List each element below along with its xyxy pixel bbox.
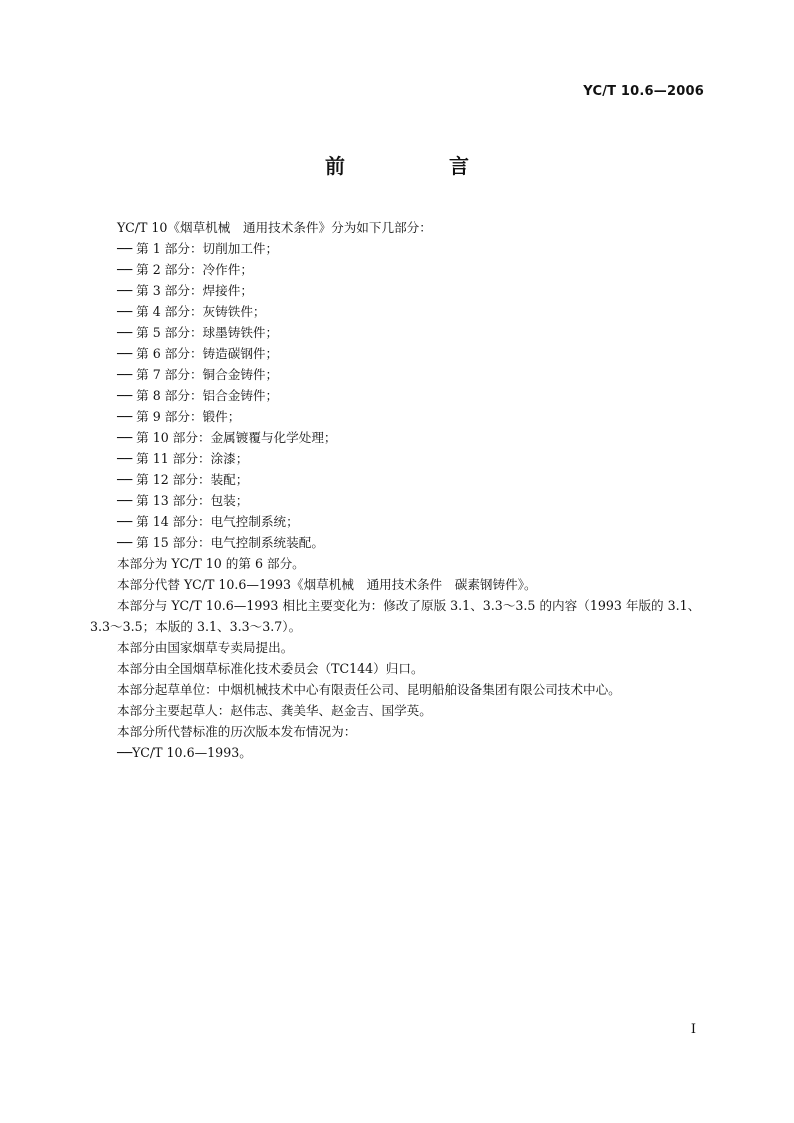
committee-line: 本部分由全国烟草标准化技术委员会（TC144）归口。 — [117, 661, 424, 676]
page-title: 前 言 — [325, 154, 511, 178]
change-paragraph: 本部分与 YC/T 10.6—1993 相比主要变化为：修改了原版 3.1、3.3～3.5 的内容（1993 年版的 3.1、3.3～3.5；本版的 3.1、3.3～3.7）。 — [90, 598, 701, 634]
page-number: I — [690, 1022, 696, 1037]
part-list-item-1: ── 第 1 部分：切削加工件； — [117, 241, 279, 256]
part-list-item-11: ── 第 11 部分：涂漆； — [117, 451, 249, 466]
intro-line: YC/T 10《烟草机械 通用技术条件》分为如下几部分： — [117, 220, 432, 235]
part-list-item-12: ── 第 12 部分：装配； — [117, 472, 249, 487]
part-list-item-10: ── 第 10 部分：金属镀覆与化学处理； — [117, 430, 337, 445]
replacement-statement: 本部分代替 YC/T 10.6—1993《烟草机械 通用技术条件 碳素钢铸件》。 — [117, 577, 537, 592]
part-list-item-6: ── 第 6 部分：铸造碳钢件； — [117, 346, 279, 361]
part-list-item-3: ── 第 3 部分：焊接件； — [117, 283, 253, 298]
part-list-item-8: ── 第 8 部分：铝合金铸件； — [117, 388, 279, 403]
history-item: ──YC/T 10.6—1993。 — [117, 745, 252, 760]
drafters-line: 本部分主要起草人：赵伟志、龚美华、赵金吉、国学英。 — [117, 703, 432, 718]
part-list-item-7: ── 第 7 部分：铜合金铸件； — [117, 367, 279, 382]
part-list-item-2: ── 第 2 部分：冷作件； — [117, 262, 253, 277]
document-code: YC/T 10.6—2006 — [583, 84, 704, 99]
part-list-item-4: ── 第 4 部分：灰铸铁件； — [117, 304, 266, 319]
part-list-item-13: ── 第 13 部分：包装； — [117, 493, 249, 508]
drafting-units-line: 本部分起草单位：中烟机械技术中心有限责任公司、昆明船舶设备集团有限公司技术中心。 — [117, 682, 621, 697]
part-list-item-9: ── 第 9 部分：锻件； — [117, 409, 241, 424]
part-list-item-14: ── 第 14 部分：电气控制系统； — [117, 514, 299, 529]
history-heading-line: 本部分所代替标准的历次版本发布情况为： — [117, 724, 357, 739]
foreword-body — [90, 217, 710, 763]
part-list-item-5: ── 第 5 部分：球墨铸铁件； — [117, 325, 279, 340]
part-statement: 本部分为 YC/T 10 的第 6 部分。 — [117, 556, 305, 571]
proposer-line: 本部分由国家烟草专卖局提出。 — [117, 640, 294, 655]
part-list-item-15: ── 第 15 部分：电气控制系统装配。 — [117, 535, 324, 550]
